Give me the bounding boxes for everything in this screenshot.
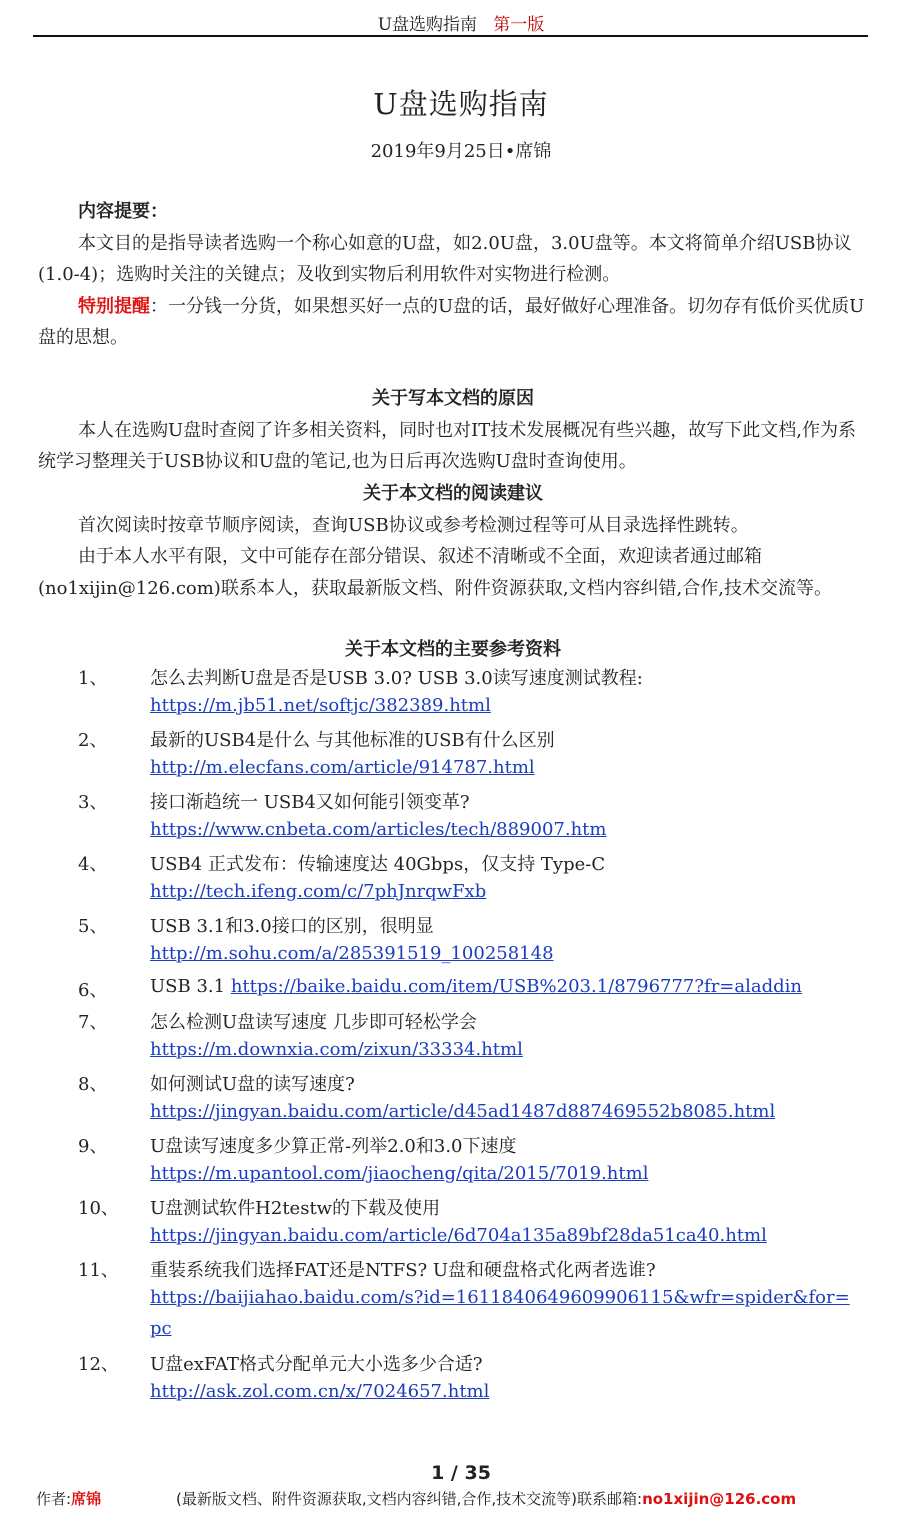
special-tip: [38, 291, 868, 354]
ref-title: U盘读写速度多少算正常-列举2.0和3.0下速度: [150, 1136, 517, 1157]
ref-title-with-link: [150, 976, 802, 997]
author-name: 席锦: [71, 1490, 102, 1508]
ref-link[interactable]: https://m.downxia.com/zixun/33334.html: [150, 1039, 523, 1060]
ref-link[interactable]: https://baike.baidu.com/item/USB%203.1/8796777?fr=aladdin: [230, 976, 802, 997]
ref-link[interactable]: http://m.sohu.com/a/285391519_100258148: [150, 943, 554, 964]
ref-title: U盘测试软件H2testw的下载及使用: [150, 1198, 441, 1219]
ref-number: 7、: [78, 1012, 108, 1033]
ref-number: 3、: [78, 792, 108, 813]
ref-link[interactable]: https://www.cnbeta.com/articles/tech/889007.htm: [150, 819, 607, 840]
footer-author: [36, 1488, 101, 1509]
header-title: U盘选购指南: [377, 15, 478, 35]
summary-heading: 内容提要：: [78, 201, 168, 222]
reading-section: [38, 478, 868, 604]
ref-title: 怎么去判断U盘是否是USB 3.0? USB 3.0读写速度测试教程:: [150, 668, 643, 689]
date-author: 2019年9月25日•席锦: [370, 141, 552, 162]
ref-link[interactable]: http://m.elecfans.com/article/914787.html: [150, 757, 535, 778]
ref-title: USB 3.1和3.0接口的区别，很明显: [150, 916, 434, 937]
ref-link[interactable]: https://baijiahao.baidu.com/s?id=1611840649609906115&wfr=spider&for=: [150, 1287, 850, 1308]
ref-number: 6、: [78, 980, 108, 1001]
reading-heading: 关于本文档的阅读建议: [363, 483, 543, 504]
reading-p1: 首次阅读时按章节顺序阅读，查询USB协议或参考检测过程等可从目录选择性跳转。: [78, 514, 749, 536]
running-header: [0, 10, 922, 35]
ref-number: 10、: [78, 1198, 119, 1219]
reason-section: [38, 383, 868, 478]
ref-number: 5、: [78, 916, 108, 937]
ref-link[interactable]: https://jingyan.baidu.com/article/d45ad1487d887469552b8085.html: [150, 1101, 776, 1122]
footer-note: [176, 1488, 796, 1509]
header-rule: [33, 35, 868, 37]
ref-number: 2、: [78, 730, 108, 751]
document-title: U盘选购指南: [373, 87, 549, 121]
ref-title: USB4 正式发布：传输速度达 40Gbps，仅支持 Type-C: [150, 854, 606, 875]
ref-number: 8、: [78, 1074, 108, 1095]
tip-label: 特别提醒: [78, 295, 150, 317]
page-number: 1 / 35: [431, 1462, 491, 1484]
contact-email[interactable]: no1xijin@126.com: [642, 1490, 797, 1508]
ref-title: 接口渐趋统一 USB4又如何能引领变革?: [150, 792, 470, 813]
ref-number: 4、: [78, 854, 108, 875]
ref-link-continuation[interactable]: pc: [150, 1318, 172, 1339]
ref-title: 怎么检测U盘读写速度 几步即可轻松学会: [150, 1012, 477, 1033]
ref-link[interactable]: https://m.jb51.net/softjc/382389.html: [150, 695, 491, 716]
ref-link[interactable]: http://ask.zol.com.cn/x/7024657.html: [150, 1381, 490, 1402]
ref-number: 9、: [78, 1136, 108, 1157]
tip-body: ：一分钱一分货，如果想买好一点的U盘的话，最好做好心理准备。切勿存有低价买优质U盘的思想。: [38, 295, 865, 348]
refs-section: [38, 634, 868, 666]
ref-number: 12、: [78, 1354, 119, 1375]
reason-heading: 关于写本文档的原因: [372, 388, 534, 409]
ref-link[interactable]: http://tech.ifeng.com/c/7phJnrqwFxb: [150, 881, 487, 902]
reading-p2: 由于本人水平有限，文中可能存在部分错误、叙述不清晰或不全面，欢迎读者通过邮箱(no1xijin@126.com)联系本人，获取最新版文档、附件资源获取,文档内容纠错,合作,技术交流等。: [38, 546, 832, 599]
ref-number: 1、: [78, 668, 108, 689]
author-label: 作者:: [36, 1490, 72, 1508]
summary-section: [38, 196, 868, 354]
ref-title: U盘exFAT格式分配单元大小选多少合适?: [150, 1354, 483, 1375]
reason-body: 本人在选购U盘时查阅了许多相关资料，同时也对IT技术发展概况有些兴趣，故写下此文档,作为系统学习整理关于USB协议和U盘的笔记,也为日后再次选购U盘时查询使用。: [38, 419, 857, 472]
ref-number: 11、: [78, 1260, 119, 1281]
ref-title: 如何测试U盘的读写速度?: [150, 1074, 355, 1095]
ref-title: 最新的USB4是什么 与其他标准的USB有什么区别: [150, 730, 555, 751]
header-edition: 第一版: [493, 15, 545, 35]
ref-link[interactable]: https://jingyan.baidu.com/article/6d704a135a89bf28da51ca40.html: [150, 1225, 767, 1246]
refs-heading: 关于本文档的主要参考资料: [345, 639, 561, 660]
ref-title: 重装系统我们选择FAT还是NTFS? U盘和硬盘格式化两者选谁?: [150, 1260, 656, 1281]
ref-title: USB 3.1: [150, 976, 231, 997]
contact-note: (最新版文档、附件资源获取,文档内容纠错,合作,技术交流等)联系邮箱:: [176, 1490, 643, 1508]
ref-link[interactable]: https://m.upantool.com/jiaocheng/qita/2015/7019.html: [150, 1163, 649, 1184]
summary-body: 本文目的是指导读者选购一个称心如意的U盘，如2.0U盘，3.0U盘等。本文将简单介绍USB协议(1.0-4)；选购时关注的关键点；及收到实物后利用软件对实物进行检测。: [38, 232, 852, 285]
